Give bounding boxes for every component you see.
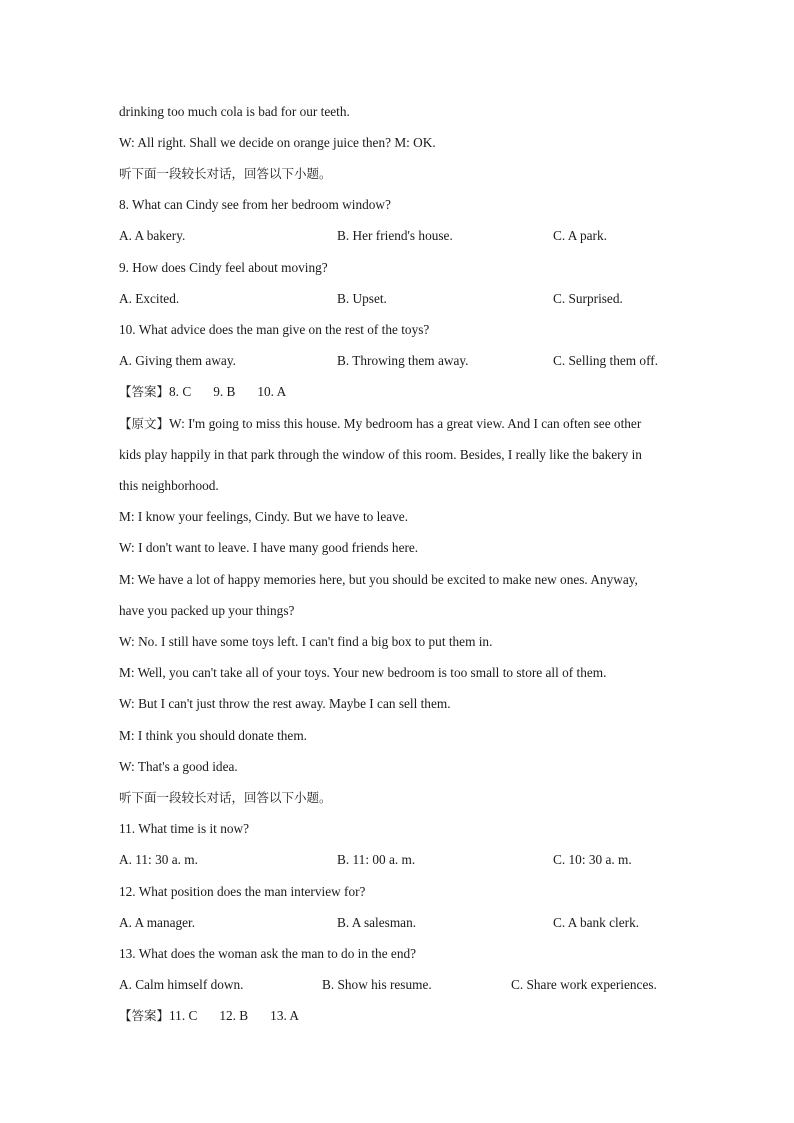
option-c: C. 10: 30 a. m. xyxy=(553,852,632,867)
answer-line xyxy=(119,383,694,401)
question: 13. What does the woman ask the man to do in the end? xyxy=(119,946,417,961)
transcript-line: have you packed up your things? xyxy=(119,603,295,618)
transcript-line: W: That's a good idea. xyxy=(119,759,238,774)
section-instruction: 听下面一段较长对话，回答以下小题。 xyxy=(119,790,332,805)
transcript-line: W: I don't want to leave. I have many good friends here. xyxy=(119,540,419,555)
option-a: A. A bakery. xyxy=(119,228,186,243)
option-b: B. 11: 00 a. m. xyxy=(337,852,416,867)
option-b: B. Upset. xyxy=(337,291,387,306)
section-instruction: 听下面一段较长对话，回答以下小题。 xyxy=(119,166,332,181)
question: 8. What can Cindy see from her bedroom window? xyxy=(119,197,391,212)
option-a: A. A manager. xyxy=(119,915,196,930)
answer-tag: 【答案】 xyxy=(119,1008,170,1023)
answer-line xyxy=(119,1007,694,1025)
option-a: A. Giving them away. xyxy=(119,353,236,368)
transcript-line: W: No. I still have some toys left. I can't find a big box to put them in. xyxy=(119,634,493,649)
answer: 11. C xyxy=(169,1008,198,1023)
option-c: C. Surprised. xyxy=(553,291,623,306)
option-c: C. A bank clerk. xyxy=(553,915,640,930)
transcript-line: kids play happily in that park through the window of this room. Besides, I really like the bakery in xyxy=(119,447,642,462)
option-c: C. Selling them off. xyxy=(553,353,659,368)
transcript-line: M: We have a lot of happy memories here, but you should be excited to make new ones. Anyway, xyxy=(119,572,638,587)
question: 11. What time is it now? xyxy=(119,821,249,836)
option-b: B. A salesman. xyxy=(337,915,417,930)
transcript-line xyxy=(119,415,694,433)
option-c: C. A park. xyxy=(553,228,607,243)
answer: 9. B xyxy=(213,384,236,399)
option-b: B. Her friend's house. xyxy=(337,228,453,243)
text-line: drinking too much cola is bad for our teeth. xyxy=(119,104,350,119)
answer: 12. B xyxy=(219,1008,249,1023)
option-b: B. Throwing them away. xyxy=(337,353,469,368)
question: 12. What position does the man interview for? xyxy=(119,884,366,899)
text-line: W: All right. Shall we decide on orange juice then? M: OK. xyxy=(119,135,436,150)
option-a: A. 11: 30 a. m. xyxy=(119,852,198,867)
option-a: A. Calm himself down. xyxy=(119,977,244,992)
question: 9. How does Cindy feel about moving? xyxy=(119,260,328,275)
transcript-text: W: I'm going to miss this house. My bedroom has a great view. And I can often see other xyxy=(169,416,642,431)
transcript-line: M: I think you should donate them. xyxy=(119,728,307,743)
answer: 8. C xyxy=(169,384,192,399)
transcript-line: M: I know your feelings, Cindy. But we have to leave. xyxy=(119,509,409,524)
answer: 10. A xyxy=(257,384,287,399)
answer-tag: 【答案】 xyxy=(119,384,170,399)
option-b: B. Show his resume. xyxy=(322,977,432,992)
question: 10. What advice does the man give on the rest of the toys? xyxy=(119,322,430,337)
transcript-line: W: But I can't just throw the rest away. Maybe I can sell them. xyxy=(119,696,451,711)
option-a: A. Excited. xyxy=(119,291,180,306)
transcript-line: M: Well, you can't take all of your toys. Your new bedroom is too small to store all of them. xyxy=(119,665,607,680)
option-c: C. Share work experiences. xyxy=(511,977,657,992)
transcript-tag: 【原文】 xyxy=(119,416,170,431)
answer: 13. A xyxy=(270,1008,299,1023)
transcript-line: this neighborhood. xyxy=(119,478,219,493)
